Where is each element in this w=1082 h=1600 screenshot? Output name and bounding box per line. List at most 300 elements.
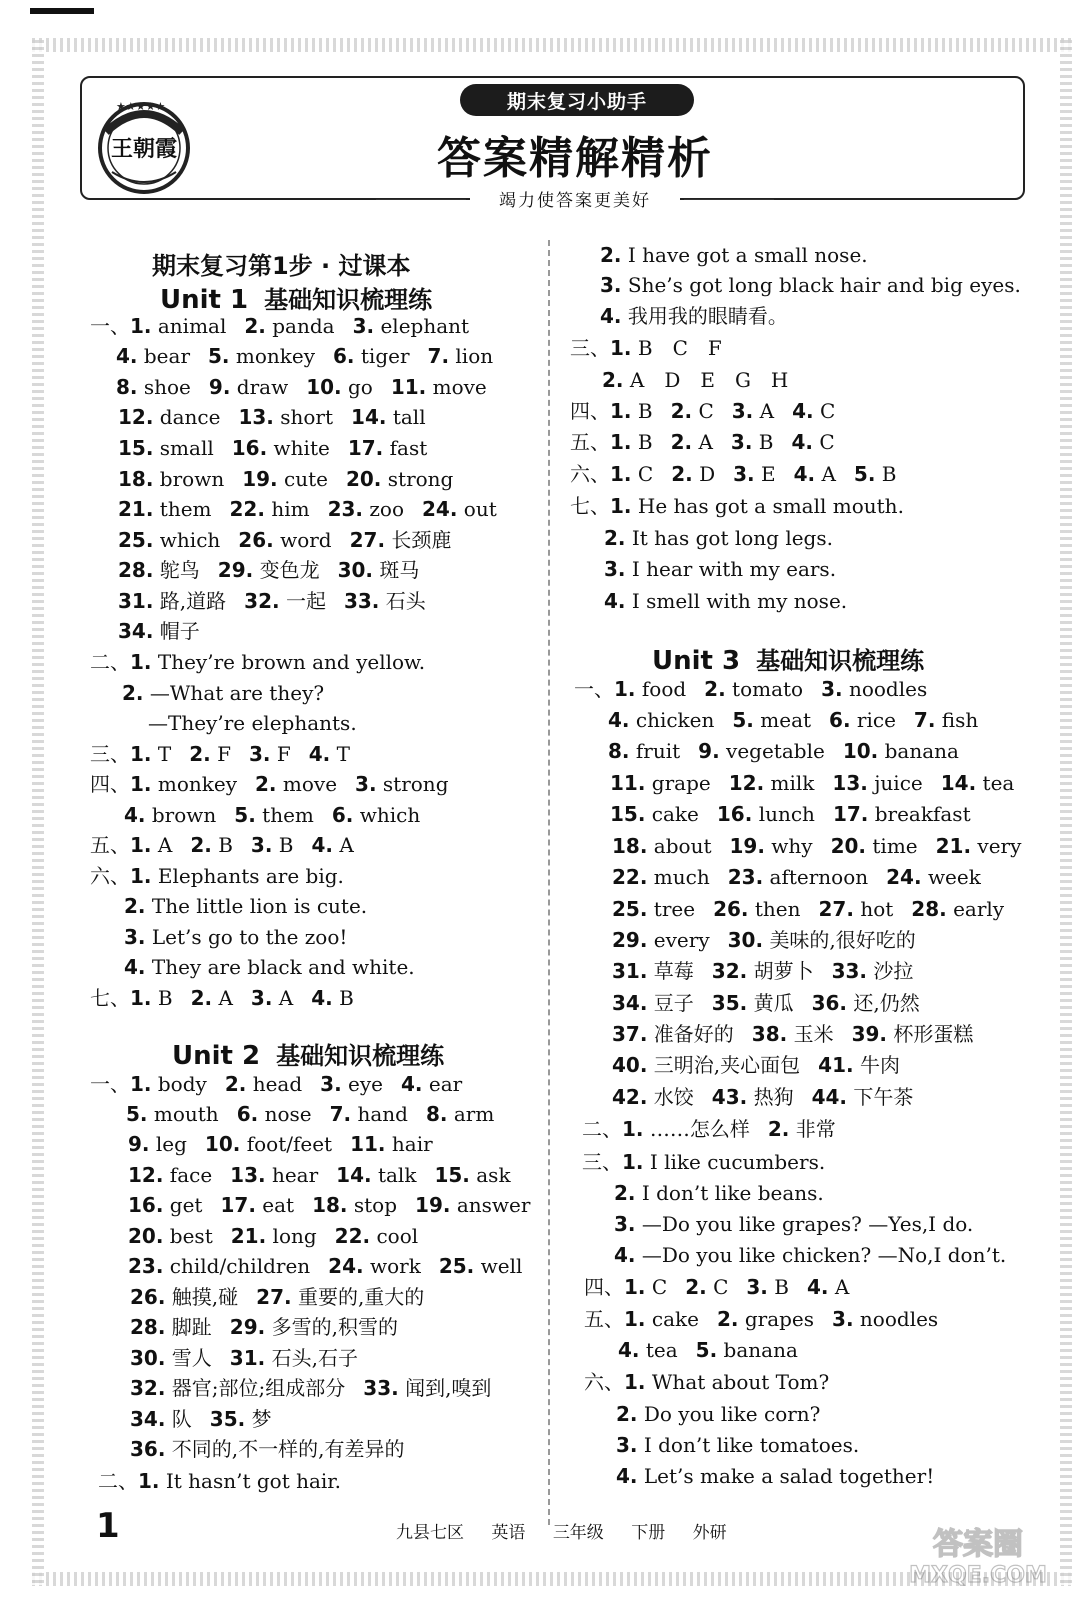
answer-text: dance — [159, 405, 221, 429]
answer-number: 1. — [130, 742, 152, 766]
answer-number: 3. — [248, 742, 271, 766]
answer-text: tree — [653, 897, 696, 921]
answer-item — [729, 833, 812, 859]
answer-item — [251, 832, 294, 858]
answer-number: 29. — [612, 928, 648, 952]
answer-number: 31. — [612, 959, 648, 983]
answer-number: 14. — [940, 771, 977, 795]
answer-number: 23. — [327, 497, 363, 521]
left-answer-row — [124, 924, 347, 950]
column-divider — [548, 240, 550, 1525]
answer-text: T — [157, 742, 172, 766]
answer-number: 11. — [350, 1132, 386, 1156]
question-group-label: 二、 — [98, 1469, 138, 1493]
answer-number: 12. — [128, 1163, 164, 1187]
answer-number: 22. — [334, 1224, 371, 1248]
publisher-logo-seal — [92, 92, 196, 196]
answer-text: 下午茶 — [853, 1085, 914, 1109]
answer-text: C — [819, 399, 836, 423]
left-answer-row — [126, 1101, 494, 1127]
footer-region: 九县七区 — [396, 1523, 464, 1543]
answer-text: 雪人 — [171, 1346, 212, 1370]
answer-number: 17. — [347, 436, 384, 460]
answer-item — [612, 896, 695, 922]
answer-number: 3. — [600, 273, 622, 297]
answer-number: 5. — [853, 462, 876, 486]
answer-item — [886, 864, 981, 890]
answer-text: I hear with my ears. — [631, 557, 837, 581]
answer-number: 12. — [728, 771, 765, 795]
answer-text: D — [699, 462, 716, 486]
answer-number: 34. — [612, 991, 648, 1015]
right-answer-row — [614, 1211, 973, 1237]
answer-item — [328, 1253, 421, 1279]
answer-item — [610, 429, 653, 455]
answer-item — [251, 985, 293, 1011]
answer-number: 27. — [256, 1285, 292, 1309]
answer-item — [612, 864, 710, 890]
answer-text: leg — [155, 1132, 187, 1156]
answer-number: 4. — [806, 1275, 829, 1299]
answer-number: 3. — [832, 1307, 854, 1331]
answer-number: 21. — [230, 1224, 267, 1248]
slogan: 竭力使答案更美好 — [470, 186, 680, 211]
left-answer-row — [90, 985, 354, 1011]
answer-text: elephant — [380, 314, 470, 338]
answer-item — [232, 435, 330, 461]
right-answer-row — [604, 556, 836, 582]
answer-number: 1. — [130, 314, 152, 338]
answer-number: 38. — [751, 1022, 788, 1046]
answer-item — [124, 893, 367, 919]
answer-item — [612, 1084, 694, 1110]
answer-text: go — [347, 375, 373, 399]
answer-text: A — [157, 833, 173, 857]
answer-text: lion — [455, 344, 494, 368]
answer-text: I don’t like tomatoes. — [643, 1433, 860, 1457]
answer-number: 8. — [425, 1102, 448, 1126]
left-answer-row — [128, 1131, 433, 1157]
answer-item — [130, 649, 425, 675]
answer-item — [118, 435, 214, 461]
answer-item — [244, 313, 334, 339]
answer-item — [231, 1223, 317, 1249]
answer-text: 黄瓜 — [753, 991, 794, 1015]
answer-text: 路,道路 — [159, 589, 227, 613]
answer-number: 20. — [345, 467, 382, 491]
answer-item — [130, 863, 344, 889]
answer-text: why — [771, 834, 813, 858]
right-answer-row — [604, 525, 833, 551]
answer-number: 5. — [732, 708, 754, 732]
answer-number: 2. — [716, 1307, 739, 1331]
left-answer-row — [128, 1223, 418, 1249]
answer-item — [612, 990, 694, 1016]
question-group-label: 三、 — [582, 1150, 622, 1174]
answer-text: C — [637, 462, 654, 486]
answer-text: panda — [272, 314, 335, 338]
answer-text: 斑马 — [379, 558, 420, 582]
answer-item — [746, 1274, 789, 1300]
answer-text: Do you like corn? — [643, 1402, 821, 1426]
question-group-label: 一、 — [90, 1072, 130, 1096]
answer-text: well — [480, 1254, 523, 1278]
answer-item — [311, 832, 353, 858]
answer-number: 16. — [231, 436, 268, 460]
answer-item — [116, 374, 191, 400]
answer-item — [130, 1284, 238, 1310]
answer-text: get — [169, 1193, 203, 1217]
answer-item — [704, 676, 803, 702]
section-title: 期末复习第1步 · 过课本 — [152, 252, 411, 280]
answer-item — [118, 466, 224, 492]
answer-text: —What are they? — [149, 681, 325, 705]
answer-text: 准备好的 — [653, 1022, 734, 1046]
answer-text: head — [252, 1072, 303, 1096]
left-answer-row — [124, 954, 415, 980]
answer-text: I don’t like beans. — [641, 1181, 824, 1205]
answer-number: 11. — [610, 771, 646, 795]
answer-item — [118, 404, 220, 430]
answer-item — [604, 556, 836, 582]
answer-number: 1. — [610, 399, 632, 423]
footer-info — [396, 1518, 749, 1543]
answer-item — [685, 1274, 728, 1300]
answer-item — [350, 1131, 433, 1157]
answer-number: 37. — [612, 1022, 648, 1046]
answer-text: 闻到,嗅到 — [405, 1376, 492, 1400]
right-answer-row — [570, 398, 835, 424]
answer-number: 28. — [911, 897, 947, 921]
answer-number: 33. — [343, 589, 380, 613]
top-black-bar — [30, 8, 94, 14]
answer-number: 4. — [401, 1072, 423, 1096]
answer-number: 39. — [851, 1022, 888, 1046]
answer-item — [812, 1084, 914, 1110]
answer-text: B — [637, 399, 653, 423]
answer-text: They’re brown and yellow. — [157, 650, 426, 674]
answer-item — [728, 927, 916, 953]
answer-text: 水饺 — [653, 1085, 694, 1109]
question-group-label: 二、 — [90, 650, 130, 674]
answer-text: 触摸,碰 — [171, 1285, 239, 1309]
answer-item — [333, 343, 410, 369]
answer-text: 长颈鹿 — [391, 528, 452, 552]
answer-number: 34. — [118, 619, 154, 643]
right-answer-row — [584, 1369, 829, 1395]
answer-text: ask — [476, 1163, 511, 1187]
answer-item — [422, 496, 497, 522]
answer-text: grape — [651, 771, 711, 795]
answer-item — [812, 990, 920, 1016]
answer-number: 4. — [791, 430, 813, 454]
answer-number: 2. — [685, 1275, 707, 1299]
right-answer-row — [610, 801, 971, 827]
answer-text: vegetable — [726, 739, 825, 763]
answer-number: 35. — [209, 1407, 246, 1431]
question-group-label: 六、 — [90, 864, 130, 888]
answer-text: The little lion is cute. — [151, 894, 368, 918]
answer-item — [717, 801, 815, 827]
answer-item — [624, 1274, 667, 1300]
answer-text: chicken — [635, 708, 715, 732]
answer-number: 3. — [124, 925, 146, 949]
answer-text: strong — [382, 772, 449, 796]
answer-text: A — [698, 430, 713, 454]
answer-text: 沙拉 — [873, 959, 914, 983]
answer-text: juice — [874, 771, 923, 795]
page-title: 答案精解精析 — [437, 133, 713, 184]
answer-item — [130, 741, 171, 767]
answer-item — [130, 1406, 192, 1432]
answer-item — [717, 1306, 814, 1332]
right-answer-row — [616, 1401, 820, 1427]
answer-item — [363, 1375, 491, 1401]
answer-text: I smell with my nose. — [631, 589, 848, 613]
answer-number: 3. — [730, 430, 753, 454]
answer-item — [230, 1162, 318, 1188]
left-answer-row — [128, 1162, 511, 1188]
page-number: 1 — [96, 1506, 120, 1546]
answer-number: 1. — [130, 650, 152, 674]
answer-number: 4. — [600, 304, 622, 328]
answer-item — [118, 588, 226, 614]
answer-text: B — [339, 986, 354, 1010]
answer-item — [832, 770, 922, 796]
answer-number: 17. — [220, 1193, 256, 1217]
answer-number: 1. — [130, 833, 152, 857]
left-answer-row — [118, 496, 497, 522]
answer-item — [807, 1274, 849, 1300]
answer-number: 7. — [427, 344, 450, 368]
footer-edition: 外研 — [692, 1523, 727, 1543]
answer-number: 23. — [727, 865, 764, 889]
answer-item — [612, 1052, 800, 1078]
answer-item — [941, 770, 1015, 796]
answer-text: fruit — [635, 739, 681, 763]
footer-subject: 英语 — [491, 1523, 526, 1543]
answer-text: move — [282, 772, 338, 796]
answer-item — [244, 588, 326, 614]
answer-text: which — [159, 528, 221, 552]
answer-number: 2. — [614, 1181, 636, 1205]
answer-item — [220, 1192, 294, 1218]
answer-item — [237, 1101, 312, 1127]
answer-text: 脚趾 — [171, 1315, 212, 1339]
answer-item — [936, 833, 1022, 859]
question-group-label: 四、 — [90, 772, 130, 796]
answer-number: 2. — [224, 1072, 247, 1096]
answer-item — [230, 496, 310, 522]
answer-item — [608, 738, 680, 764]
answer-number: 21. — [118, 497, 154, 521]
watermark-logo — [890, 1520, 1065, 1590]
answer-item — [335, 1223, 418, 1249]
answer-item — [126, 1101, 219, 1127]
page-border-top — [32, 38, 1072, 52]
answer-text: ……怎么样 — [649, 1117, 750, 1141]
left-answer-row — [118, 557, 419, 583]
answer-item — [238, 527, 331, 553]
answer-text: 我用我的眼睛看。 — [627, 304, 788, 328]
answer-number: 19. — [415, 1193, 451, 1217]
question-group-label: 一、 — [574, 677, 614, 701]
right-answer-row — [604, 588, 847, 614]
answer-item — [604, 525, 833, 551]
answer-item — [732, 398, 774, 424]
answer-item — [208, 343, 315, 369]
question-group-label: 四、 — [584, 1275, 624, 1299]
answer-number: 24. — [886, 865, 922, 889]
answer-item — [712, 958, 814, 984]
answer-text: him — [271, 497, 310, 521]
answer-item — [391, 374, 487, 400]
answer-number: 17. — [832, 802, 869, 826]
answer-item — [330, 1101, 408, 1127]
answer-text: B — [278, 833, 294, 857]
answer-number: 3. — [731, 399, 754, 423]
left-answer-row — [98, 1468, 341, 1494]
answer-item — [242, 466, 328, 492]
answer-item — [729, 770, 815, 796]
answer-number: 14. — [351, 405, 387, 429]
answer-number: 1. — [130, 986, 152, 1010]
answer-text: E — [760, 462, 776, 486]
answer-item — [255, 771, 337, 797]
answer-number: 1. — [610, 430, 632, 454]
answer-number: 4. — [124, 803, 146, 827]
left-answer-row — [116, 343, 493, 369]
answer-text: then — [754, 897, 801, 921]
question-group-label: 五、 — [570, 430, 610, 454]
answer-number: 15. — [434, 1163, 470, 1187]
left-answer-row — [130, 1375, 491, 1401]
answer-number: 1. — [624, 1370, 646, 1394]
answer-number: 4. — [618, 1338, 640, 1362]
answer-text: meat — [760, 708, 812, 732]
answer-number: 7. — [913, 708, 936, 732]
right-answer-row — [600, 303, 788, 329]
answer-number: 19. — [729, 834, 765, 858]
answer-item — [306, 374, 373, 400]
answer-item — [712, 1084, 794, 1110]
answer-text: B — [157, 986, 173, 1010]
answer-number: 2. — [704, 677, 726, 701]
question-group-label: 四、 — [570, 399, 610, 423]
answer-item — [843, 738, 959, 764]
answer-number: 44. — [811, 1085, 848, 1109]
answer-text: brown — [159, 467, 225, 491]
answer-item — [610, 493, 904, 519]
answer-text: cool — [376, 1224, 419, 1248]
answer-number: 29. — [229, 1315, 266, 1339]
answer-number: 18. — [612, 834, 648, 858]
answer-number: 18. — [312, 1193, 348, 1217]
answer-number: 19. — [242, 467, 278, 491]
answer-item — [130, 1345, 212, 1371]
answer-number: 1. — [614, 677, 636, 701]
answer-number: 2. — [604, 526, 626, 550]
answer-item — [130, 1436, 405, 1462]
answer-item — [234, 802, 314, 828]
answer-number: 40. — [612, 1053, 648, 1077]
answer-text: best — [169, 1224, 213, 1248]
answer-number: 3. — [320, 1072, 342, 1096]
answer-text: B — [758, 430, 774, 454]
answer-item — [130, 313, 226, 339]
answer-text: tea — [982, 771, 1015, 795]
answer-text: F — [217, 742, 231, 766]
answer-item — [610, 801, 699, 827]
answer-text: draw — [236, 375, 289, 399]
header-tag: 期末复习小助手 — [460, 84, 694, 116]
answer-item — [610, 461, 653, 487]
answer-number: 13. — [230, 1163, 266, 1187]
answer-item — [622, 1116, 750, 1142]
answer-item — [728, 864, 868, 890]
answer-text: eye — [348, 1072, 384, 1096]
left-answer-row — [90, 832, 354, 858]
answer-item — [622, 1149, 825, 1175]
right-answer-row — [612, 958, 913, 984]
answer-text: 美味的,很好吃的 — [769, 928, 916, 952]
question-group-label: 一、 — [90, 314, 130, 338]
answer-item — [794, 461, 836, 487]
answer-text: banana — [723, 1338, 798, 1362]
answer-text: 鸵鸟 — [159, 558, 200, 582]
answer-number: 22. — [612, 865, 648, 889]
answer-number: 23. — [128, 1254, 164, 1278]
answer-text: A — [821, 462, 836, 486]
question-group-label: 六、 — [570, 462, 610, 486]
answer-item — [696, 1337, 798, 1363]
right-answer-row — [612, 927, 916, 953]
answer-number: 1. — [622, 1117, 644, 1141]
answer-text: C — [698, 399, 714, 423]
left-answer-row — [118, 527, 451, 553]
left-answer-row — [90, 1071, 462, 1097]
answer-item — [712, 990, 794, 1016]
answer-text: fish — [941, 708, 979, 732]
answer-number: 10. — [204, 1132, 241, 1156]
answer-item — [256, 1284, 424, 1310]
answer-number: 13. — [238, 405, 274, 429]
answer-item — [311, 985, 354, 1011]
answer-item — [189, 741, 231, 767]
answer-item — [614, 676, 686, 702]
left-answer-row — [90, 741, 350, 767]
answer-text: monkey — [235, 344, 316, 368]
answer-item — [732, 707, 811, 733]
answer-number: 9. — [128, 1132, 150, 1156]
answer-text: word — [280, 528, 332, 552]
question-group-label: 二、 — [582, 1117, 622, 1141]
answer-text: brown — [151, 803, 217, 827]
right-answer-row — [612, 833, 1021, 859]
right-answer-row — [612, 1021, 973, 1047]
answer-number: 9. — [208, 375, 231, 399]
answer-item — [338, 557, 420, 583]
answer-item — [351, 404, 426, 430]
answer-number: 4. — [311, 986, 333, 1010]
answer-text: time — [872, 834, 918, 858]
answer-text: nose — [264, 1102, 312, 1126]
answer-item — [832, 958, 914, 984]
answer-text: 一起 — [285, 589, 326, 613]
answer-text: I have got a small nose. — [627, 243, 868, 267]
answer-item — [118, 527, 220, 553]
answer-item — [610, 335, 722, 361]
